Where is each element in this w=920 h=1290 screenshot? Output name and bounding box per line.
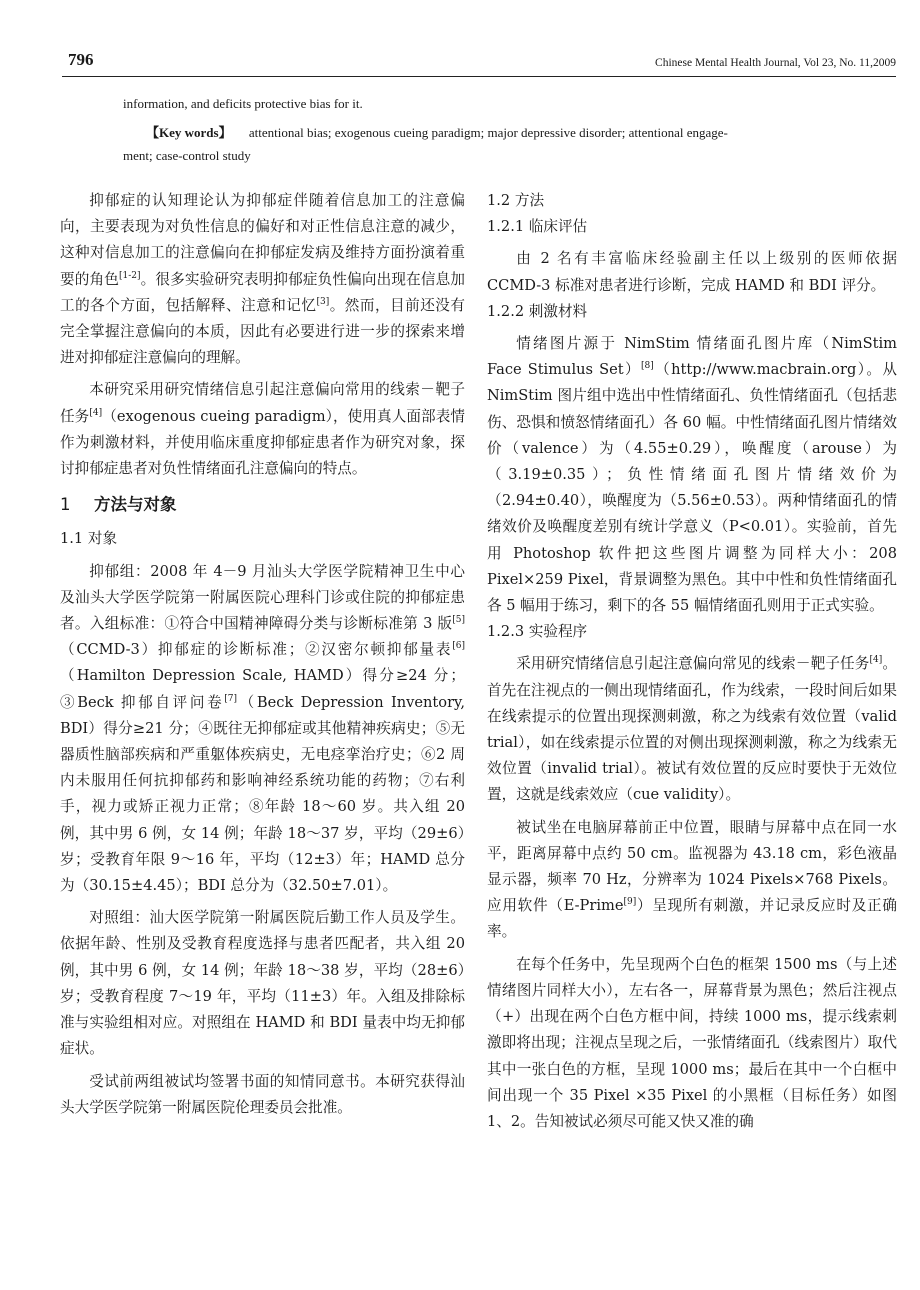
subsection-heading: 1.2.2 刺激材料 xyxy=(487,302,588,320)
subsection-heading: 1.2.3 实验程序 xyxy=(487,623,588,641)
abstract-tail: information, and deficits protective bias for it. xyxy=(123,96,363,111)
control-group-paragraph: 对照组：汕大医学院第一附属医院后勤工作人员及学生。依据年龄、性别及受教育程度选择与患者匹配者，共入组 20 例，其中男 6 例，女 14 例；年龄 18～38 岁，平均（28±6）岁；受教育程度 7～19 年，平均（11±3）年。入组及排除标准与实验组相对应。对照组在 HAMD 和 BDI 量表中均无抑郁症状。 xyxy=(60,909,465,1058)
intro-paragraph-2: 本研究采用研究情绪信息引起注意偏向常用的线索－靶子任务[4]（exogenous cueing paradigm），使用真人面部表情作为刺激材料，并使用临床重度抑郁症患者作为研究对象，探讨抑郁症患者对负性情绪面孔注意偏向的特点。 xyxy=(60,381,465,478)
clinical-assessment-paragraph: 由 2 名有丰富临床经验副主任以上级别的医师依据 CCMD-3 标准对患者进行诊断，完成 HAMD 和 BDI 评分。 xyxy=(487,250,897,294)
running-header xyxy=(62,50,896,77)
subsection-heading: 1.2 方法 xyxy=(487,192,545,209)
intro-paragraph-1: 抑郁症的认知理论认为抑郁症伴随着信息加工的注意偏向，主要表现为对负性信息的偏好和对正性信息注意的减少，这种对信息加工的注意偏向在抑郁症发病及维持方面扮演着重要的角色[1-2]。很多实验研究表明抑郁症负性偏向出现在信息加工的各个方面，包括解释、注意和记忆[3]。然而，目前还没有完全掌握注意偏向的本质，因此有必要进行进一步的探索来增进对抑郁症注意偏向的理解。 xyxy=(60,192,465,367)
procedure-paragraph-3: 在每个任务中，先呈现两个白色的框架 1500 ms（与上述情绪图片同样大小），左右各一，屏幕背景为黑色；然后注视点（+）出现在两个白色方框中间，持续 1000 ms，提示线索刺激即将出现；注视点呈现之后，一张情绪面孔（线索图片）取代其中一张白色的方框，呈现 1000 ms；最后在其中一个白框中间出现一个 35 Pixel ×35 Pixel 的小黑框（目标任务）如图 1、2。告知被试必须尽可能又快又准的确 xyxy=(487,955,897,1130)
procedure-paragraph-1: 采用研究情绪信息引起注意偏向常见的线索－靶子任务[4]。首先在注视点的一侧出现情绪面孔，作为线索，一段时间后如果在线索提示的位置出现探测刺激，称之为线索有效位置（valid trial），如在线索提示位置的对侧出现探测刺激，称之为线索无效位置（invalid trial）。被试有效位置的反应时要快于无效位置，这就是线索效应（cue validity）。 xyxy=(487,655,897,804)
page-number: 796 xyxy=(68,50,94,69)
keywords-text-cont: ment; case-control study xyxy=(123,148,251,163)
stimulus-paragraph: 情绪图片源于 NimStim 情绪面孔图片库（NimStim Face Stimulus Set）[8]（http://www.macbrain.org）。从 NimStim 图片组中选出中性情绪面孔、负性情绪面孔（包括悲伤、恐惧和愤怒情绪面孔）各 60 幅。中性情绪面孔图片情绪效价（valence）为（4.55±0.29），唤醒度（arouse）为（3.19±0.35）；负性情绪面孔图片情绪效价为（2.94±0.40），唤醒度为（5.56±0.53）。两种情绪面孔的情绪效价及唤醒度差别有统计学意义（P<0.01）。实验前，首先用 Photoshop 软件把这些图片调整为同样大小：208 Pixel×259 Pixel，背景调整为黑色。其中中性和负性情绪面孔各 5 幅用于练习，剩下的各 55 幅情绪面孔则用于正式实验。 xyxy=(487,335,898,615)
section-heading: 1 方法与对象 xyxy=(60,495,177,515)
subsection-heading: 1.2.1 临床评估 xyxy=(487,218,588,236)
journal-citation: Chinese Mental Health Journal, Vol 23, No. 11,2009 xyxy=(655,57,896,69)
keywords-text: attentional bias; exogenous cueing paradigm; major depressive disorder; attentional engage- xyxy=(248,125,728,140)
subsection-heading: 1.1 对象 xyxy=(60,530,118,548)
left-column xyxy=(60,188,465,1121)
right-column xyxy=(487,188,897,1135)
procedure-paragraph-2: 被试坐在电脑屏幕前正中位置，眼睛与屏幕中点在同一水平，距离屏幕中点约 50 cm。监视器为 43.18 cm，彩色液晶显示器，频率 70 Hz，分辨率为 1024 Pixels×768 Pixels。应用软件（E-Prime[9]）呈现所有刺激，并记录反应时及正确率。 xyxy=(487,818,897,941)
depression-group-paragraph: 抑郁组：2008 年 4－9 月汕头大学医学院精神卫生中心及汕头大学医学院第一附属医院心理科门诊或住院的抑郁症患者。入组标准：①符合中国精神障碍分类与诊断标准第 3 版[5]（CCMD-3）抑郁症的诊断标准；②汉密尔顿抑郁量表[6]（Hamilton Depression Scale, HAMD）得分≥24 分；③Beck 抑郁自评问卷[7]（Beck Depression Inventory, BDI）得分≥21 分；④既往无抑郁症或其他精神疾病史；⑤无器质性脑部疾病和严重躯体疾病史，无电痉挛治疗史；⑥2 周内未服用任何抗抑郁药和影响神经系统功能的药物；⑦右利手，视力或矫正视力正常；⑧年龄 18～60 岁。共入组 20 例，其中男 6 例，女 14 例；年龄 18～37 岁，平均（29±6）岁；受教育年限 9～16 年，平均（12±3）年；HAMD 总分为（30.15±4.45）；BDI 总分为（32.50±7.01）。 xyxy=(60,562,465,895)
consent-paragraph: 受试前两组被试均签署书面的知情同意书。本研究获得汕头大学医学院第一附属医院伦理委员会批准。 xyxy=(60,1072,465,1116)
keywords-block xyxy=(123,121,845,167)
keywords-label: 【Key words】 xyxy=(146,125,232,140)
